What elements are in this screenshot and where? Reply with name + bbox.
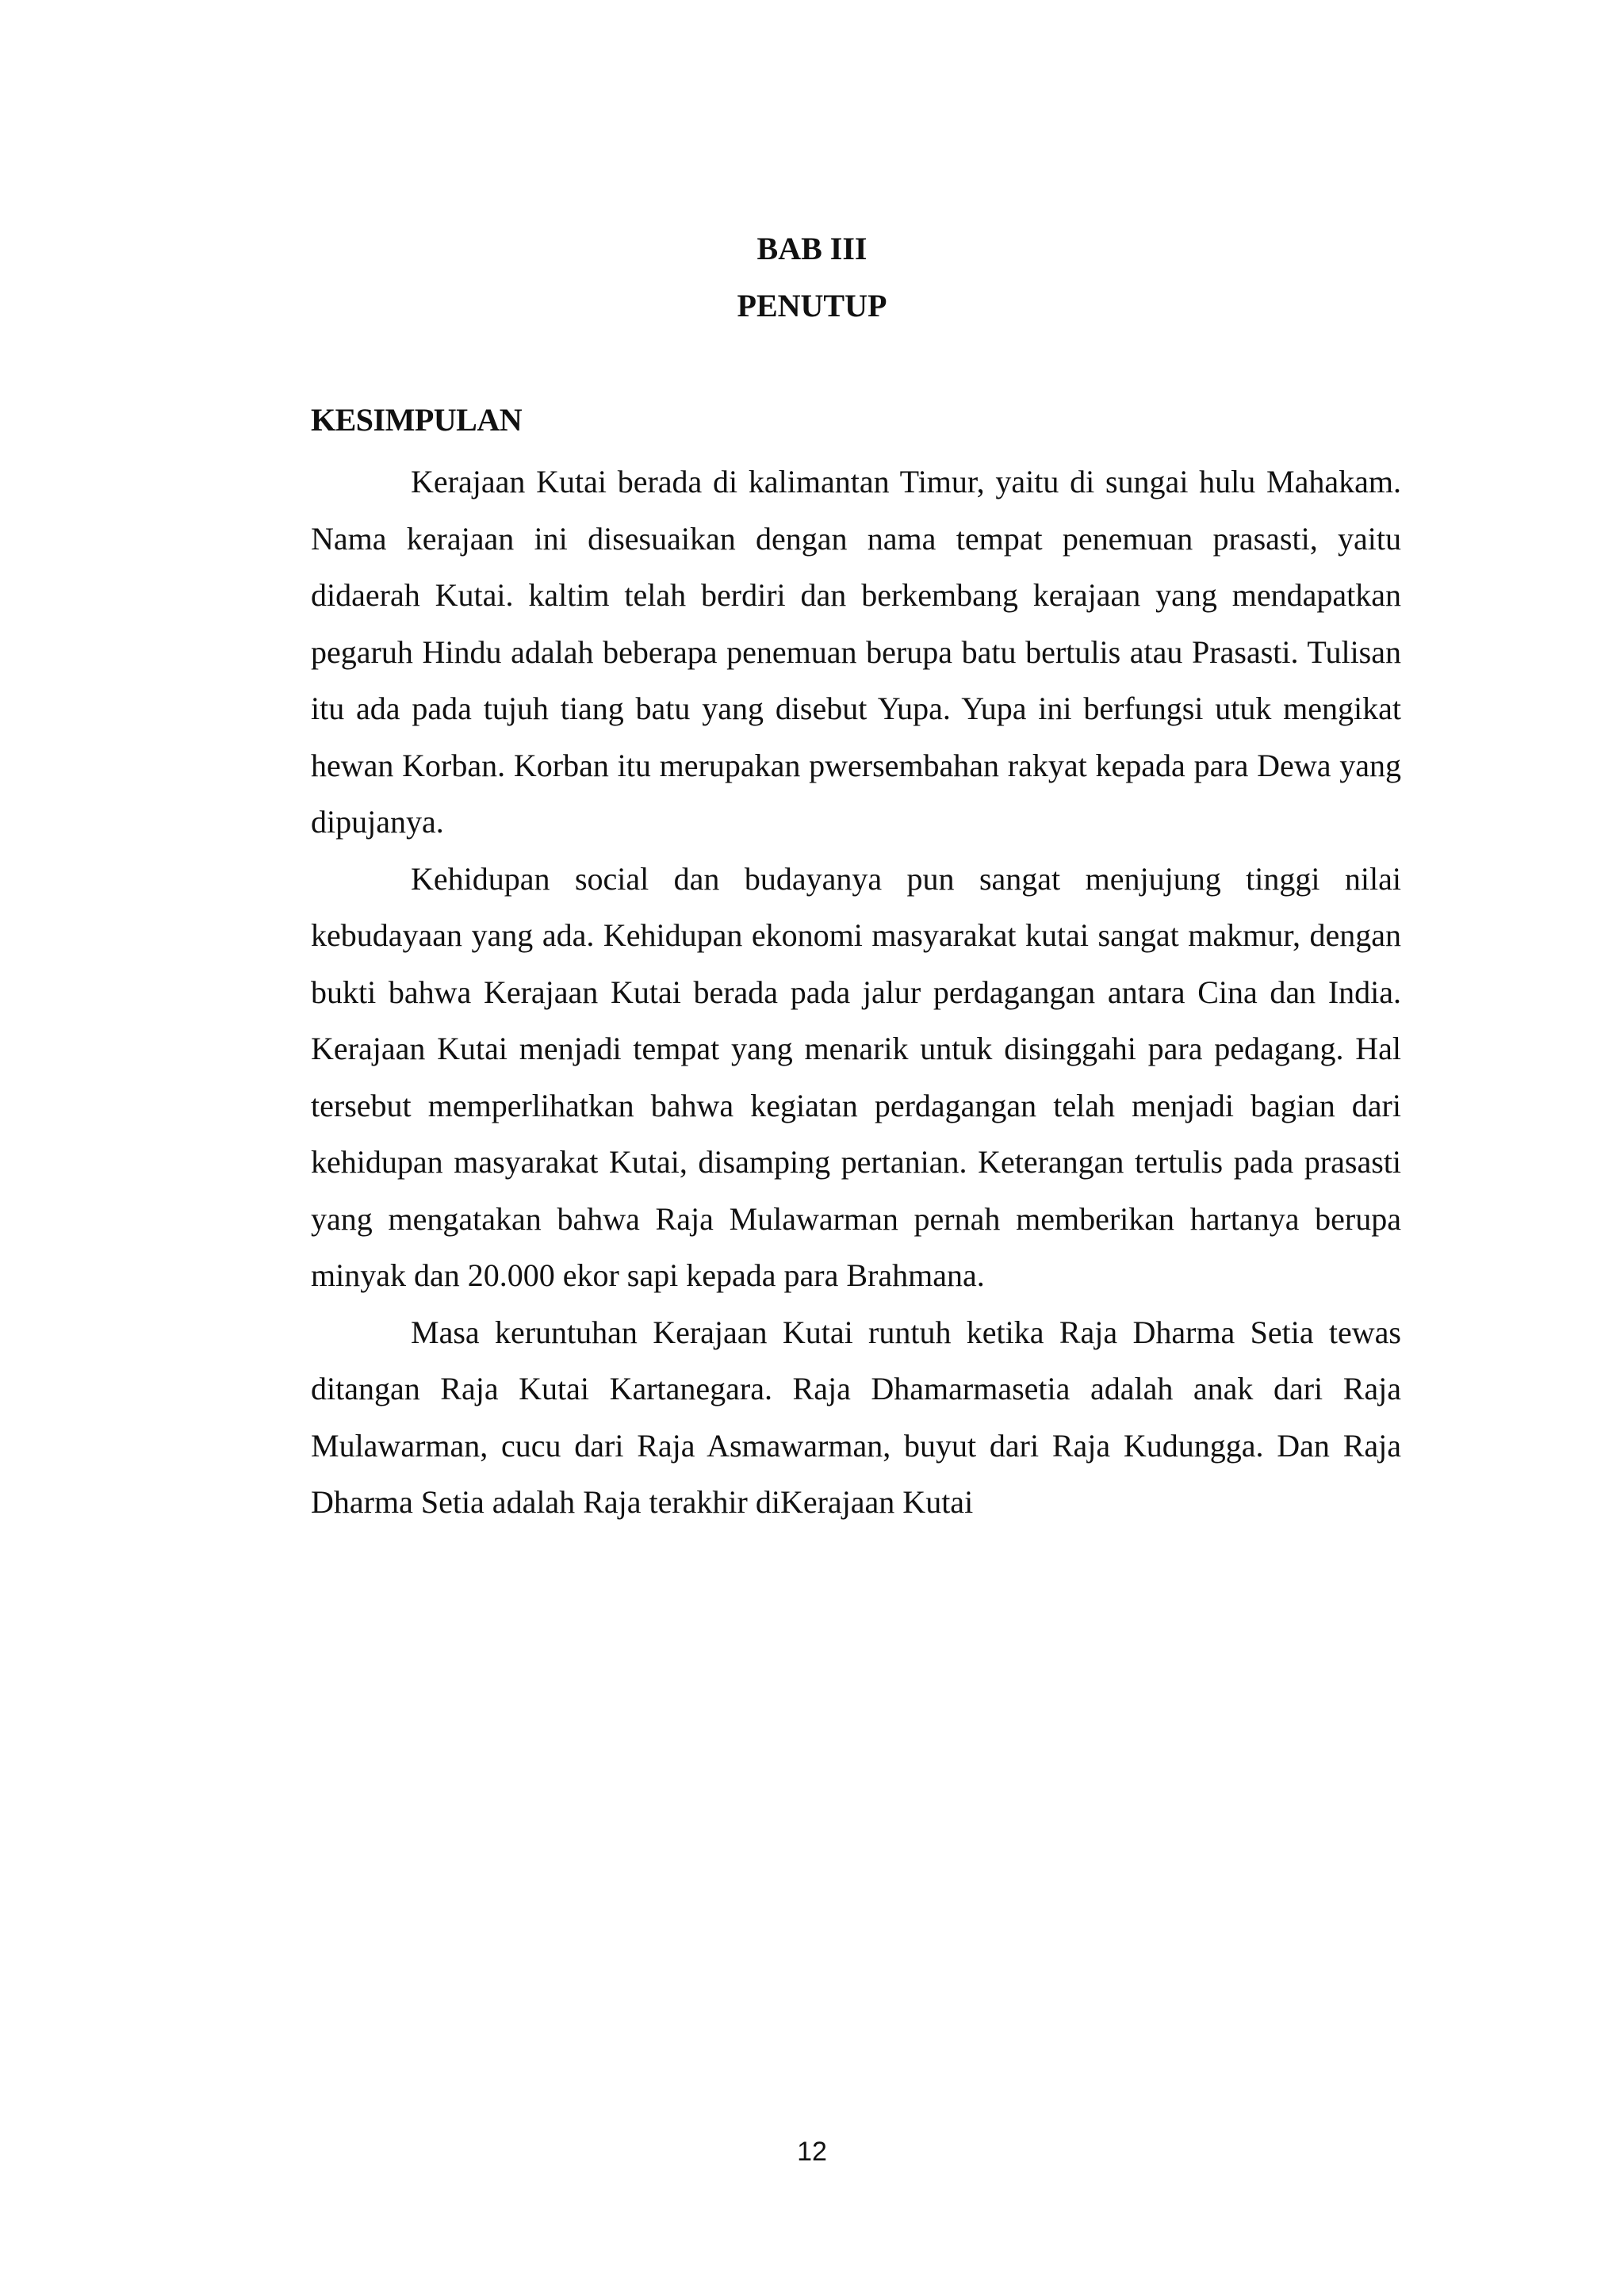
section-heading: KESIMPULAN (311, 402, 523, 438)
chapter-title: PENUTUP (737, 288, 887, 323)
paragraph-kehidupan-sosial-ekonomi: Kehidupan social dan budayanya pun sangat menjujung tinggi nilai kebudayaan yang ada. Kehidupan ekonomi masyarakat kutai sangat makmur, dengan bukti bahwa Kerajaan Kutai berada pada jalur perdagangan antara Cina dan India. Kerajaan Kutai menjadi tempat yang menarik untuk disinggahi para pedagang. Hal tersebut memperlihatkan bahwa kegiatan perdagangan telah menjadi bagian dari kehidupan masyarakat Kutai, disamping pertanian. Keterangan tertulis pada prasasti yang mengatakan bahwa Raja Mulawarman pernah memberikan hartanya berupa minyak dan 20.000 ekor sapi kepada para Brahmana. (311, 860, 1401, 1293)
page-number: 12 (797, 2137, 827, 2167)
paragraph-kerajaan-kutai: Kerajaan Kutai berada di kalimantan Timur, yaitu di sungai hulu Mahakam. Nama kerajaan ini disesuaikan dengan nama tempat penemuan prasasti, yaitu didaerah Kutai. kaltim telah berdiri dan berkembang kerajaan yang mendapatkan pegaruh Hindu adalah beberapa penemuan berupa batu bertulis atau Prasasti. Tulisan itu ada pada tujuh tiang batu yang disebut Yupa. Yupa ini berfungsi utuk mengikat hewan Korban. Korban itu merupakan pwersembahan rakyat kepada para Dewa yang dipujanya. (311, 464, 1401, 840)
chapter-number: BAB III (756, 231, 868, 266)
body-text (311, 453, 1401, 1531)
paragraph-masa-keruntuhan: Masa keruntuhan Kerajaan Kutai runtuh ketika Raja Dharma Setia tewas ditangan Raja Kutai Kartanegara. Raja Dhamarmasetia adalah anak dari Raja Mulawarman, cucu dari Raja Asmawarman, buyut dari Raja Kudungga. Dan Raja Dharma Setia adalah Raja terakhir diKerajaan Kutai (311, 1314, 1401, 1520)
